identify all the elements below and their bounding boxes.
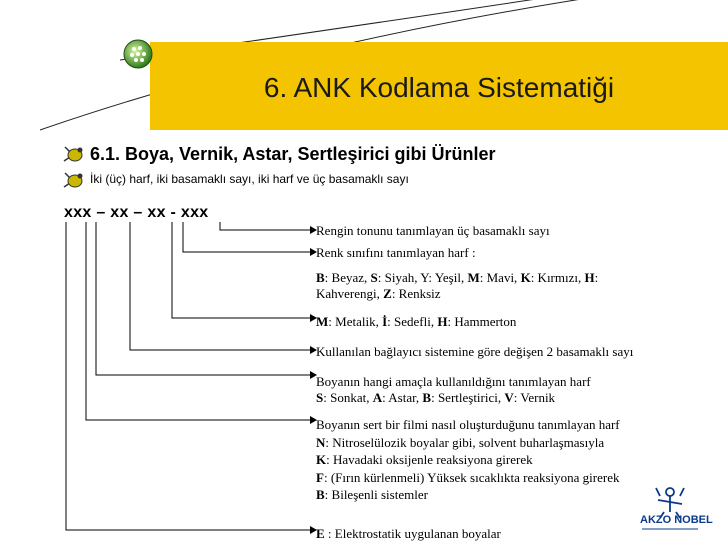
color-code-k: K — [520, 270, 531, 285]
purpose-code-s: S — [316, 390, 324, 405]
effect-text-h: : Hammerton — [447, 314, 517, 329]
desc-color-letters — [316, 270, 598, 302]
akzo-nobel-logo-text: AKZO NOBEL — [640, 514, 713, 526]
desc-color-class: Renk sınıfını tanımlayan harf : — [316, 245, 476, 260]
effect-code-i: İ — [382, 314, 388, 329]
desc-curing — [316, 416, 620, 504]
color-text-b: : Beyaz, — [324, 270, 371, 285]
color-text-h: : — [594, 270, 599, 285]
purpose-code-a: A — [372, 390, 383, 405]
purpose-code-v: V — [504, 390, 514, 405]
effect-text-i: : Sedefli, — [387, 314, 438, 329]
electro-code-e: E — [316, 526, 325, 541]
color-text-brown: Kahverengi, — [316, 286, 384, 301]
color-code-s: S — [370, 270, 378, 285]
purpose-heading: Boyanın hangi amaçla kullanıldığını tanımlayan harf — [316, 374, 591, 389]
curing-code-k: K — [316, 452, 327, 467]
color-text-z: : Renksiz — [391, 286, 441, 301]
curing-text-f: : (Fırın kürlenmeli) Yüksek sıcaklıkta reaksiyona girerek — [323, 469, 620, 485]
code-pattern: xxx – xx – xx - xxx — [64, 204, 209, 221]
curing-text-n: : Nitroselülozik boyalar gibi, solvent buharlaşmasıyla — [325, 434, 605, 450]
curing-code-f: F — [316, 469, 324, 485]
curing-text-k: : Havadaki oksijenle reaksiyona girerek — [326, 452, 533, 467]
effect-code-m: M — [316, 314, 329, 329]
purpose-text-s: : Sonkat, — [323, 390, 373, 405]
electro-text-e: : Elektrostatik uygulanan boyalar — [324, 526, 501, 541]
purpose-text-a: : Astar, — [382, 390, 423, 405]
curing-code-b: B — [316, 487, 325, 502]
color-text-k: : Kırmızı, — [530, 270, 585, 285]
curing-text-b: : Bileşenli sistemler — [324, 487, 428, 502]
purpose-text-v: : Vernik — [513, 390, 556, 405]
section-heading: 6.1. Boya, Vernik, Astar, Sertleşirici gibi Ürünler — [90, 144, 496, 164]
color-text-m: : Mavi, — [479, 270, 521, 285]
desc-binder-number: Kullanılan bağlayıcı sistemine göre değişen 2 basamaklı sayı — [316, 344, 634, 359]
color-text-s: : Siyah, Y: Yeşil, — [377, 270, 468, 285]
effect-text-m: : Metalik, — [328, 314, 383, 329]
desc-color-tone: Rengin tonunu tanımlayan üç basamaklı sayı — [316, 223, 550, 238]
desc-electrostatic — [316, 526, 501, 542]
section-subheading: İki (üç) harf, iki basamaklı sayı, iki harf ve üç basamaklı sayı — [90, 172, 409, 186]
color-code-z: Z — [383, 286, 392, 301]
color-code-m: M — [467, 270, 480, 285]
purpose-text-b: : Sertleştirici, — [431, 390, 505, 405]
curing-code-n: N — [316, 434, 326, 450]
effect-code-h: H — [437, 314, 448, 329]
color-code-b: B — [316, 270, 325, 285]
color-code-h: H — [584, 270, 595, 285]
page-title: 6. ANK Kodlama Sistematiği — [263, 72, 615, 103]
desc-effect-letters — [316, 314, 516, 330]
desc-purpose — [316, 374, 591, 406]
curing-heading: Boyanın sert bir filmi nasıl oluşturduğunu tanımlayan harf — [316, 417, 620, 432]
purpose-code-b: B — [422, 390, 432, 405]
